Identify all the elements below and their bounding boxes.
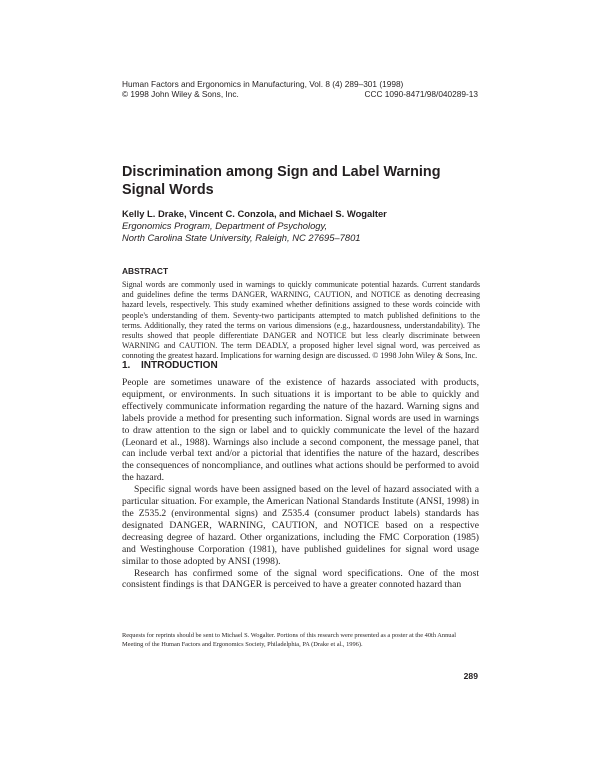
footnote: Requests for reprints should be sent to Michael S. Wogalter. Portions of this research were presented as a poster at the 40th Annual Meeting of the Human Factors and Ergonomics Society, Philadelphia, PA (Drake et al., 1996). (122, 632, 457, 648)
body-paragraph-2: Specific signal words have been assigned based on the level of hazard associated with a particular situation. For example, the American National Standards Institute (ANSI, 1998) in the Z535.2 (environmental signs) and Z535.4 (consumer product labels) standards has designated DANGER, WARNING, CAUTION, and NOTICE based on a respective decreasing degree of hazard. Other organizations, including the FMC Corporation (1985) and Westinghouse Corporation (1981), have published guidelines for signal word usage similar to those adopted by ANSI (1998). (122, 484, 479, 567)
page-number: 289 (463, 671, 478, 681)
section-title: INTRODUCTION (141, 360, 218, 371)
section-number: 1. (122, 360, 131, 371)
copyright-row (122, 89, 478, 99)
author-affiliation (122, 220, 361, 244)
journal-citation: Human Factors and Ergonomics in Manufacturing, Vol. 8 (4) 289–301 (1998) (122, 79, 404, 89)
abstract-text: Signal words are commonly used in warnings to quickly communicate potential hazards. Current standards and guidelines define the terms DANGER, WARNING, CAUTION, and NOTICE as denoting decreasing hazard levels, respectively. This study examined whether definitions assigned to these words coincide with people's understanding of them. Seventy-two participants attempted to match published definitions to the terms. Additionally, they rated the terms on various dimensions (e.g., hazardousness, understandability). The results showed that people differentiate DANGER and NOTICE but less clearly discriminate between WARNING and CAUTION. The term DEADLY, a proposed higher level signal word, was perceived as connoting the greatest hazard. Implications for warning design are discussed. © 1998 John Wiley & Sons, Inc. (122, 280, 480, 361)
abstract-heading: ABSTRACT (122, 266, 169, 276)
copyright-notice: © 1998 John Wiley & Sons, Inc. (122, 89, 239, 99)
journal-header (122, 79, 478, 99)
author-list: Kelly L. Drake, Vincent C. Conzola, and Michael S. Wogalter (122, 208, 387, 219)
ccc-code: CCC 1090-8471/98/040289-13 (364, 89, 478, 99)
article-title-line-2: Signal Words (122, 182, 214, 198)
body-paragraph-1: People are sometimes unaware of the existence of hazards associated with products, equipment, or environments. In such situations it is important to be able to quickly and effectively communicate information regarding the nature of the hazard. Warning signs and labels provide a method for presenting such information. Signal words are used in warnings to draw attention to the sign or label and to quickly communicate the level of the hazard (Leonard et al., 1988). Warnings also include a second component, the message panel, that can include verbal text and/or a pictorial that identifies the nature of the hazard, describes the consequences of noncompliance, and outlines what actions should be performed to avoid the hazard. (122, 377, 479, 484)
affiliation-line-2: North Carolina State University, Raleigh, NC 27695–7801 (122, 232, 361, 244)
article-title-line-1: Discrimination among Sign and Label Warning (122, 164, 441, 180)
section-body (122, 377, 479, 591)
affiliation-line-1: Ergonomics Program, Department of Psychology, (122, 220, 328, 231)
section-heading (122, 360, 218, 371)
article-title (122, 163, 462, 199)
body-paragraph-3: Research has confirmed some of the signal word specifications. One of the most consistent findings is that DANGER is perceived to have a greater connoted hazard than (122, 567, 479, 591)
